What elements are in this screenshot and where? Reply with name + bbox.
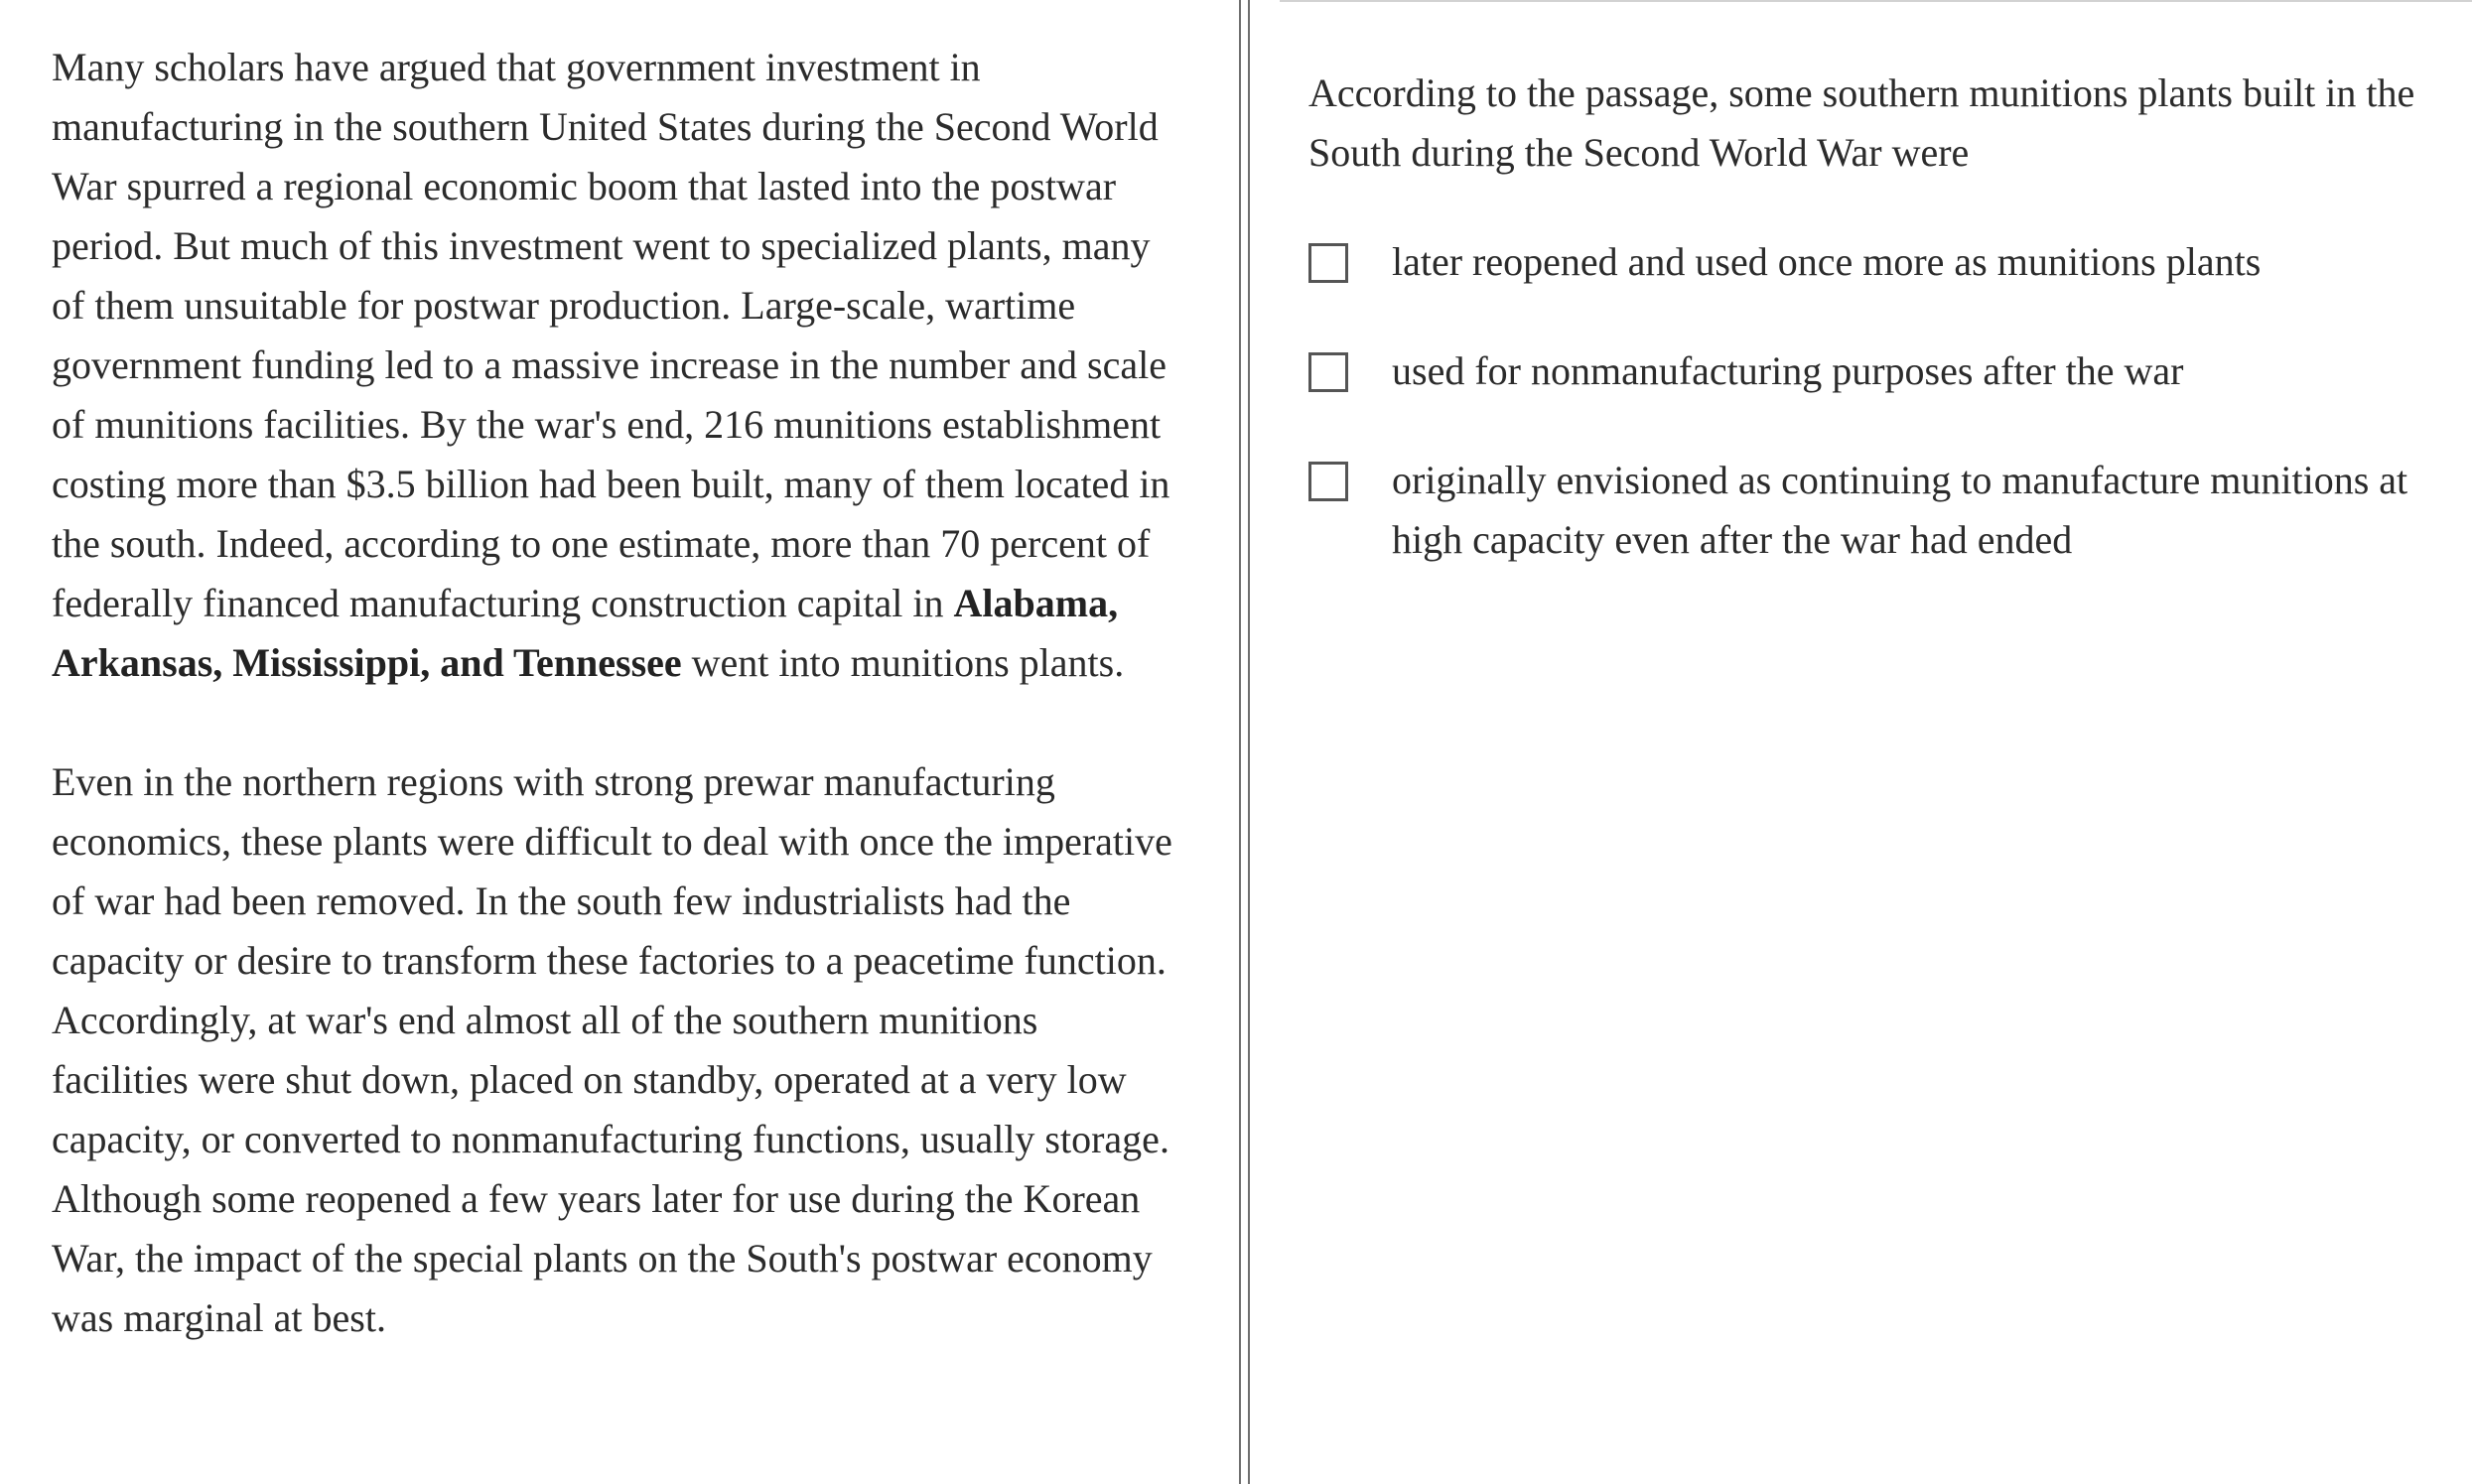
checkbox-icon[interactable]: [1308, 352, 1348, 392]
pane-divider-left: [1239, 0, 1241, 1484]
answer-choice-3-label: originally envisioned as continuing to manufacture munitions at high capacity even after the war had ended: [1392, 458, 2408, 562]
answer-choice-2[interactable]: [1308, 341, 2450, 401]
checkbox-icon[interactable]: [1308, 462, 1348, 501]
question-pane: [1308, 64, 2450, 619]
passage-paragraph-2: Even in the northern regions with strong prewar manufacturing economics, these plants were difficult to deal with once the imperative of war had been removed. In the south few industrialists had the capacity or desire to transform these factories to a peacetime function. Accordingly, at war's end almost all of the southern munitions facilities were shut down, placed on standby, operated at a very low capacity, or converted to nonmanufacturing functions, usually storage. Although some reopened a few years later for use during the Korean War, the impact of the special plants on the South's postwar economy was marginal at best.: [52, 759, 1172, 1340]
passage-paragraph-1-text-b: went into munitions plants.: [681, 640, 1125, 685]
passage-bold-states: Alabama, Arkansas, Mississippi, and Tennessee: [52, 581, 1119, 685]
passage-paragraph-1-text-a: Many scholars have argued that government investment in manufacturing in the southern United States during the Second World War spurred a regional economic boom that lasted into the postwar period. But much of this investment went to specialized plants, many of them unsuitable for postwar production. Large-scale, wartime government funding led to a massive increase in the number and scale of munitions facilities. By the war's end, 216 munitions establishment costing more than $3.5 billion had been built, many of them located in the south. Indeed, according to one estimate, more than 70 percent of federally financed manufacturing construction capital in: [52, 45, 1170, 625]
question-top-rule: [1280, 0, 2472, 2]
answer-choice-2-label: used for nonmanufacturing purposes after the war: [1392, 348, 2184, 393]
question-stem: According to the passage, some southern munitions plants built in the South during the Second World War were: [1308, 70, 2415, 175]
pane-divider-right: [1248, 0, 1250, 1484]
checkbox-icon[interactable]: [1308, 243, 1348, 283]
passage-paragraph-1: [52, 38, 1179, 693]
answer-choice-3[interactable]: [1308, 451, 2450, 570]
answer-choice-1-label: later reopened and used once more as munitions plants: [1392, 239, 2262, 284]
answer-choice-1[interactable]: [1308, 232, 2450, 292]
